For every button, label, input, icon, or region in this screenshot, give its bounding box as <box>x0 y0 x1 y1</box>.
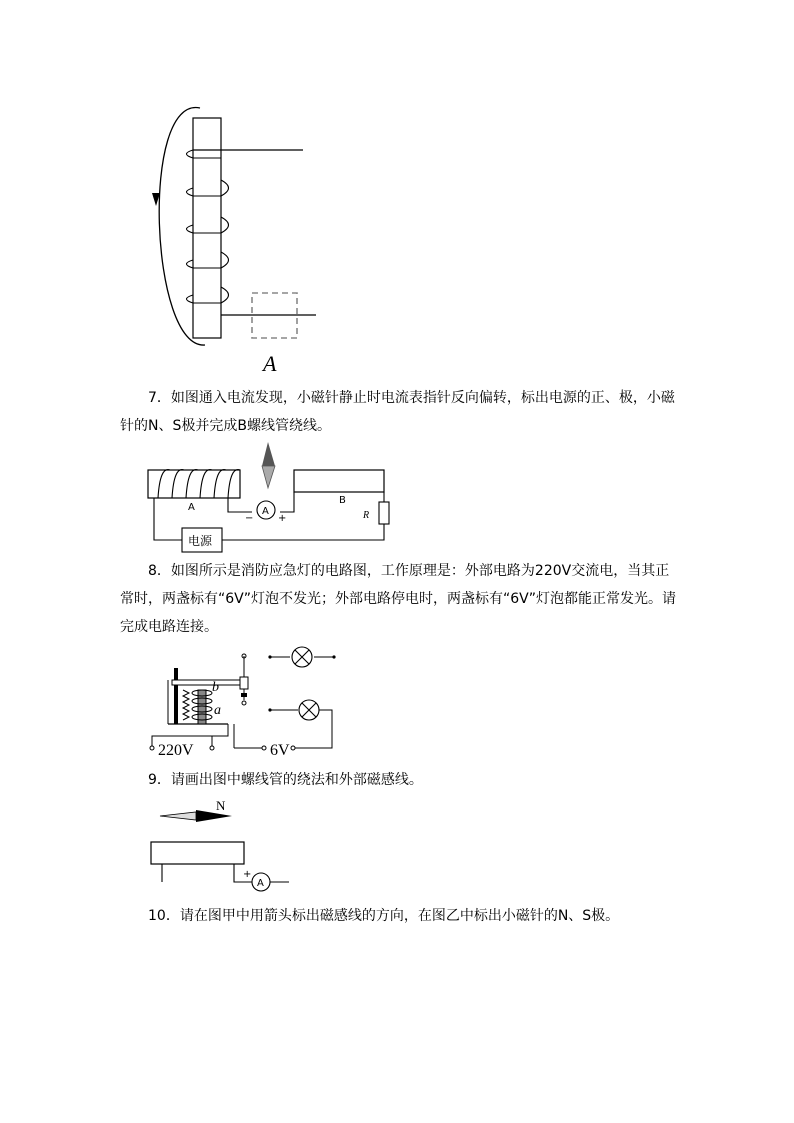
power-label: 电源 <box>188 534 213 548</box>
figure-a-label: A <box>263 351 277 376</box>
question-7-text: 7．如图通入电流发现，小磁针静止时电流表指针反向偏转，标出电源的正、极，小磁针的N、S极并完成B螺线管绕线。 <box>120 390 675 434</box>
ammeter-plus-9: + <box>243 869 252 880</box>
resistor-label: R <box>363 510 370 521</box>
compass-needle-icon <box>160 812 196 820</box>
coil-b-label: B <box>339 495 346 506</box>
voltage-6v-label: 6V <box>270 742 290 759</box>
coil-a-label: A <box>188 502 195 513</box>
question-9-text: 9．请画出图中螺线管的绕法和外部磁感线。 <box>148 772 423 788</box>
ammeter-9-symbol: A <box>257 878 264 889</box>
question-10 <box>120 902 680 930</box>
contact-a-label: a <box>214 703 221 718</box>
ammeter-symbol: A <box>262 506 269 517</box>
contact-b-label: b <box>212 680 219 695</box>
ammeter-plus: + <box>278 513 287 524</box>
question-10-text: 10．请在图甲中用箭头标出磁感线的方向，在图乙中标出小磁针的N、S极。 <box>148 908 620 924</box>
ammeter-minus: − <box>245 513 254 524</box>
solenoid-9 <box>151 842 244 864</box>
north-label: N <box>216 798 226 813</box>
question-8-text: 8．如图所示是消防应急灯的电路图，工作原理是：外部电路为220V交流电，当其正常时，两盏标有“6V”灯泡不发光；外部电路停电时，两盏标有“6V”灯泡都能正常发光。请完成电路连接。 <box>120 563 676 635</box>
voltage-220v-label: 220V <box>158 742 194 759</box>
